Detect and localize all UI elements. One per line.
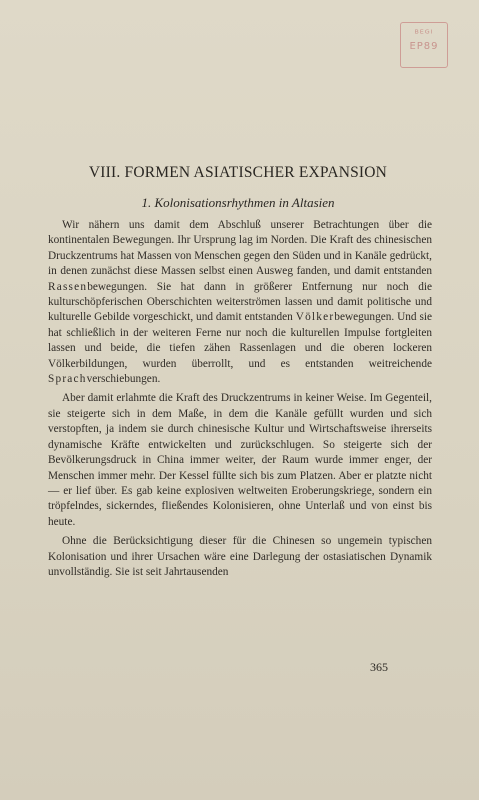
paragraph-1 xyxy=(48,218,432,387)
chapter-title: VIII. FORMEN ASIATISCHER EXPANSION xyxy=(88,164,388,181)
library-stamp xyxy=(400,22,448,68)
section-title: 1. Kolonisationsrhythmen in Altasien xyxy=(141,195,335,210)
paragraph-1-part-e: bewegungen. Und sie hat schließlich in der weiteren Ferne nur noch die kulturellen Impulse fortgleiten lassen und beide, die tiefen zähen Rassenlagen und die oberen lockeren Völkerbildungen, wurden überrollt, und es entstanden weitreichende xyxy=(48,311,432,370)
paragraph-1-emphasis-sprach: Sprach xyxy=(48,373,87,386)
paragraph-1-part-g: verschiebungen. xyxy=(86,373,161,386)
paragraph-3: Ohne die Berücksichtigung dieser für die Chinesen so ungemein typischen Kolonisation und ihrer Ursachen wäre eine Darlegung der ostasiatischen Dynamik unvollständig. Sie ist seit Jahrtausenden xyxy=(48,535,432,578)
stamp-line-2: EP89 xyxy=(409,41,439,52)
stamp-line-1: ᴮᴱᴳᴵ xyxy=(414,29,434,40)
paragraph-1-part-a: Wir nähern uns damit dem Abschluß unserer Betrachtungen über die kontinentalen Bewegungen. Ihr Ursprung lag im Norden. Die Kraft des chinesischen Druckzentrums hat Massen von Menschen gegen den Süden und in Kanäle gedrückt, in denen zunächst diese Massen selbst einen Ausweg fanden, und damit entstanden xyxy=(48,219,432,278)
body-text xyxy=(48,218,432,584)
paragraph-1-emphasis-voelker: Völker xyxy=(295,311,335,324)
paragraph-2: Aber damit erlahmte die Kraft des Druckzentrums in keiner Weise. Im Gegenteil, sie steigerte sich in dem Maße, in dem die Kanäle gefüllt wurden und sich verstopften, ja indem sie durch chinesische Kultur und Wirtschaftsweise ihrerseits dynamische Kräfte entwickelten und zurückschlugen. So steigerte sich der Bevölkerungsdruck in China immer weiter, der Raum wurde immer enger, der Menschen immer mehr. Der Kessel füllte sich bis zum Platzen. Aber er platzte nicht — er lief über. Es gab keine explosiven weltweiten Eroberungskriege, sondern ein tröpfelndes, sickerndes, fließendes Kolonisieren, ohne Unterlaß und von einst bis heute. xyxy=(48,392,432,528)
paragraph-1-part-c: bewegungen. Sie hat dann in größerer Entfernung nur noch die kulturschöpferischen Oberschichten weiterströmen lassen und damit politische und kulturelle Gebilde vorgeschickt, und damit entstanden xyxy=(48,280,432,324)
paragraph-1-emphasis-rassen: Rassen xyxy=(48,280,88,293)
page-number: 365 xyxy=(370,660,388,674)
